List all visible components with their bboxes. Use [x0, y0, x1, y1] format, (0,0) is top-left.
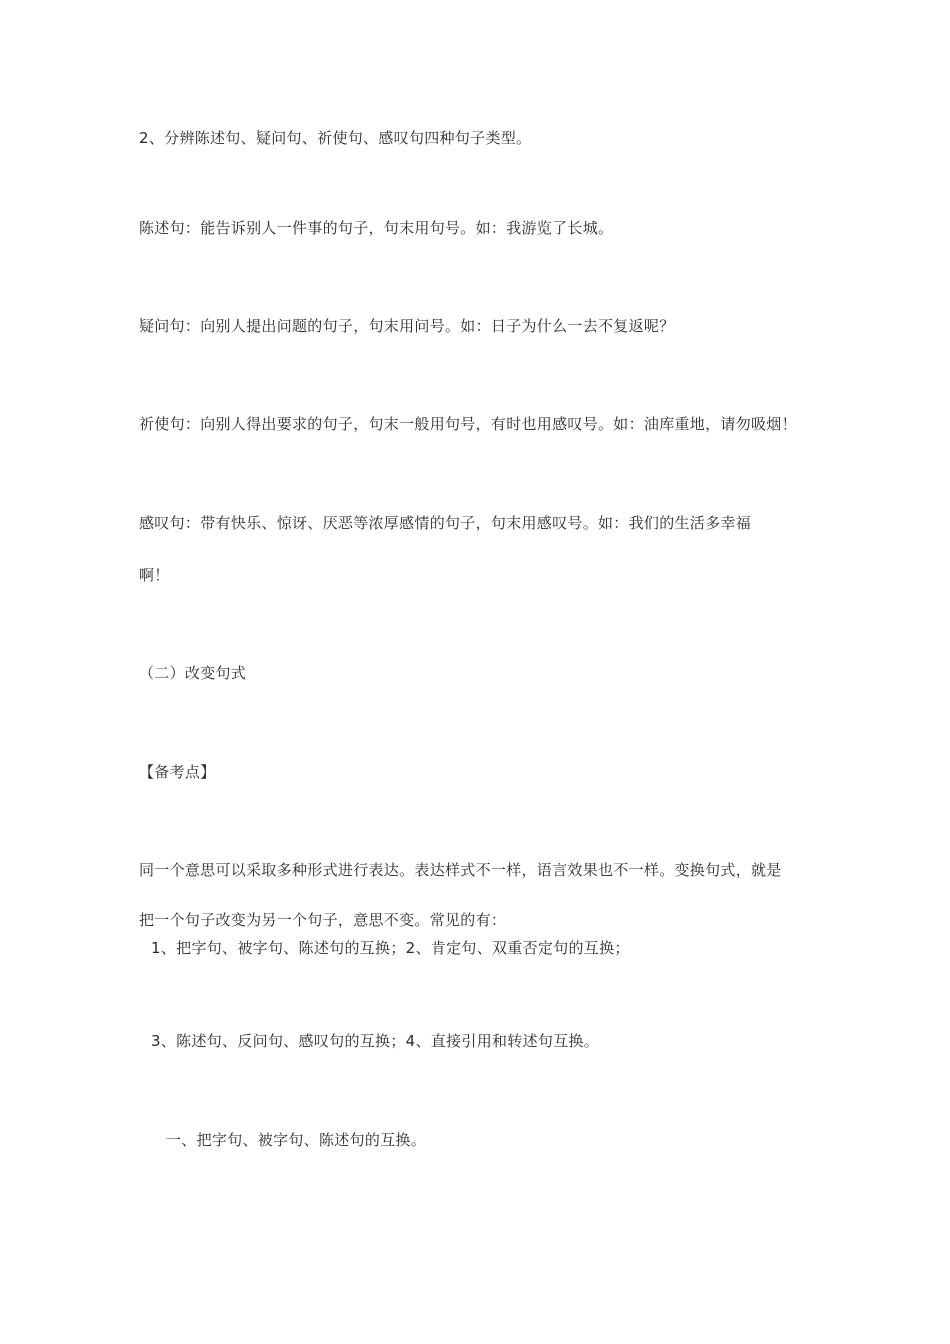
- intro-paragraph-line2: 把一个句子改变为另一个句子，意思不变。常见的有：: [139, 911, 507, 929]
- exclamatory-definition-cont: 啊！: [139, 566, 170, 584]
- exclamatory-definition: 感叹句：带有快乐、惊讶、厌恶等浓厚感情的句子，句末用感叹号。如：我们的生活多幸福: [139, 514, 752, 532]
- imperative-definition: 祈使句：向别人得出要求的句子，句末一般用句号，有时也用感叹号。如：油库重地，请勿吸烟！: [139, 415, 797, 433]
- item-sentence-types: 2、分辨陈述句、疑问句、祈使句、感叹句四种句子类型。: [139, 129, 532, 147]
- intro-paragraph-line1: 同一个意思可以采取多种形式进行表达。表达样式不一样，语言效果也不一样。变换句式，就是: [139, 861, 782, 879]
- exam-points-heading: 【备考点】: [139, 763, 216, 781]
- list-item-3-4: 3、陈述句、反问句、感叹句的互换；4、直接引用和转述句互换。: [151, 1032, 600, 1050]
- subsection-heading-1: 一、把字句、被字句、陈述句的互换。: [166, 1131, 427, 1149]
- section-heading-change-sentence: （二）改变句式: [139, 664, 247, 682]
- interrogative-definition: 疑问句：向别人提出问题的句子，句末用问号。如：日子为什么一去不复返呢？: [139, 317, 675, 335]
- list-item-1-2: 1、把字句、被字句、陈述句的互换；2、肯定句、双重否定句的互换；: [151, 939, 630, 957]
- declarative-definition: 陈述句：能告诉别人一件事的句子，句末用句号。如：我游览了长城。: [139, 219, 614, 237]
